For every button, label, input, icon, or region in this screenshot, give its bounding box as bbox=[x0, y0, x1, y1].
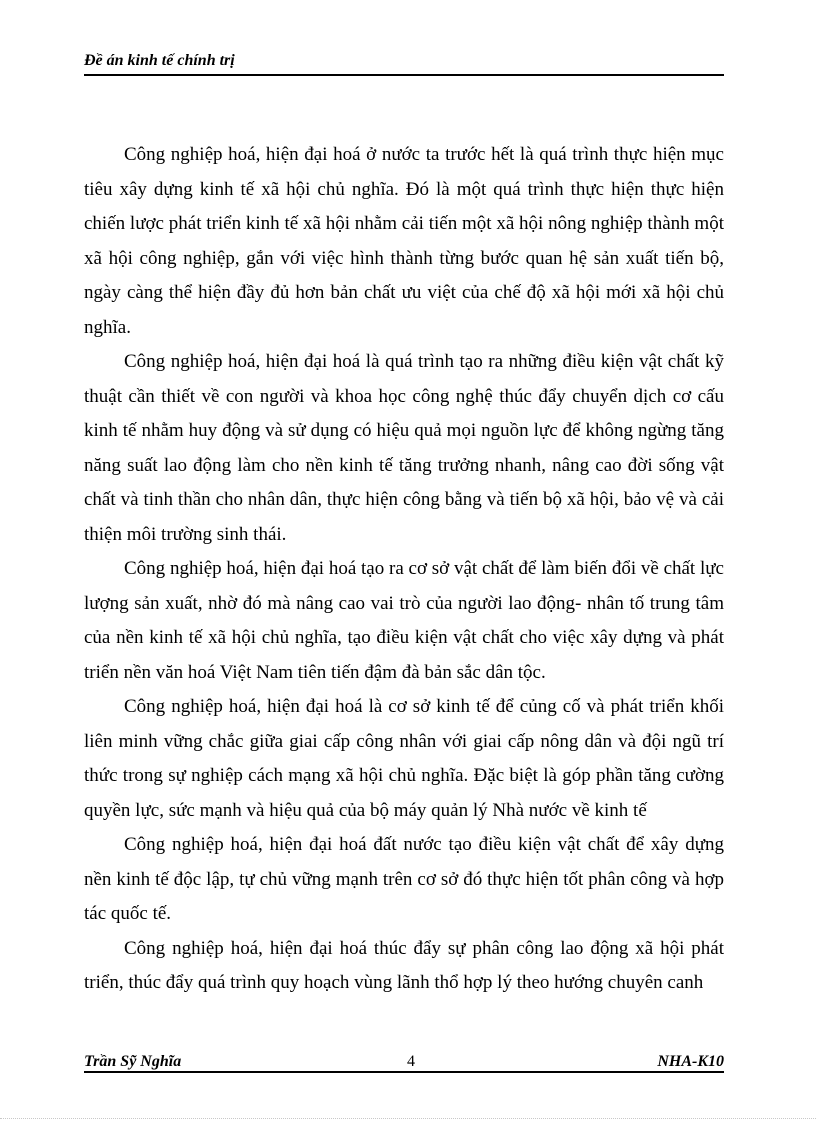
paragraph: Công nghiệp hoá, hiện đại hoá là quá trình tạo ra những điều kiện vật chất kỹ thuật cần thiết về con người và khoa học công nghệ thúc đẩy chuyển dịch cơ cấu kinh tế nhằm huy động và sử dụng có hiệu quả mọi nguồn lực để không ngừng tăng năng suất lao động làm cho nền kinh tế tăng trưởng nhanh, nâng cao đời sống vật chất và tinh thần cho nhân dân, thực hiện công bằng và tiến bộ xã hội, bảo vệ và cải thiện môi trường sinh thái. bbox=[84, 351, 724, 545]
page-number: 4 bbox=[407, 1053, 415, 1070]
footer-author: Trần Sỹ Nghĩa bbox=[84, 1053, 182, 1070]
paragraph: Công nghiệp hoá, hiện đại hoá thúc đẩy sự phân công lao động xã hội phát triển, thúc đẩy quá trình quy hoạch vùng lãnh thổ hợp lý theo hướng chuyên canh bbox=[84, 937, 724, 993]
document-body bbox=[84, 138, 724, 1001]
paragraph: Công nghiệp hoá, hiện đại hoá tạo ra cơ sở vật chất để làm biến đổi về chất lực lượng sản xuất, nhờ đó mà nâng cao vai trò của người lao động- nhân tố trung tâm của nền kinh tế xã hội chủ nghĩa, tạo điều kiện vật chất cho việc xây dựng và phát triển nền văn hoá Việt Nam tiên tiến đậm đà bản sắc dân tộc. bbox=[84, 558, 724, 683]
page-header bbox=[84, 50, 724, 76]
paragraph: Công nghiệp hoá, hiện đại hoá là cơ sở kinh tế để củng cố và phát triển khối liên minh vững chắc giữa giai cấp công nhân với giai cấp nông dân và đội ngũ trí thức trong sự nghiệp cách mạng xã hội chủ nghĩa. Đặc biệt là góp phần tăng cường quyền lực, sức mạnh và hiệu quả của bộ máy quản lý Nhà nước về kinh tế bbox=[84, 696, 724, 821]
page-footer bbox=[84, 1053, 724, 1073]
header-title: Đề án kinh tế chính trị bbox=[84, 52, 235, 69]
page-edge-divider bbox=[0, 1118, 816, 1119]
paragraph: Công nghiệp hoá, hiện đại hoá đất nước tạo điều kiện vật chất để xây dựng nền kinh tế độc lập, tự chủ vững mạnh trên cơ sở đó thực hiện tốt phân công và hợp tác quốc tế. bbox=[84, 834, 724, 924]
footer-class-code: NHA-K10 bbox=[657, 1053, 724, 1070]
paragraph: Công nghiệp hoá, hiện đại hoá ở nước ta trước hết là quá trình thực hiện mục tiêu xây dựng kinh tế xã hội chủ nghĩa. Đó là một quá trình thực hiện thực hiện chiến lược phát triển kinh tế xã hội nhằm cải tiến một xã hội nông nghiệp thành một xã hội công nghiệp, gắn với việc hình thành từng bước quan hệ sản xuất tiến bộ, ngày càng thể hiện đầy đủ hơn bản chất ưu việt của chế độ xã hội mới xã hội chủ nghĩa. bbox=[84, 144, 724, 338]
